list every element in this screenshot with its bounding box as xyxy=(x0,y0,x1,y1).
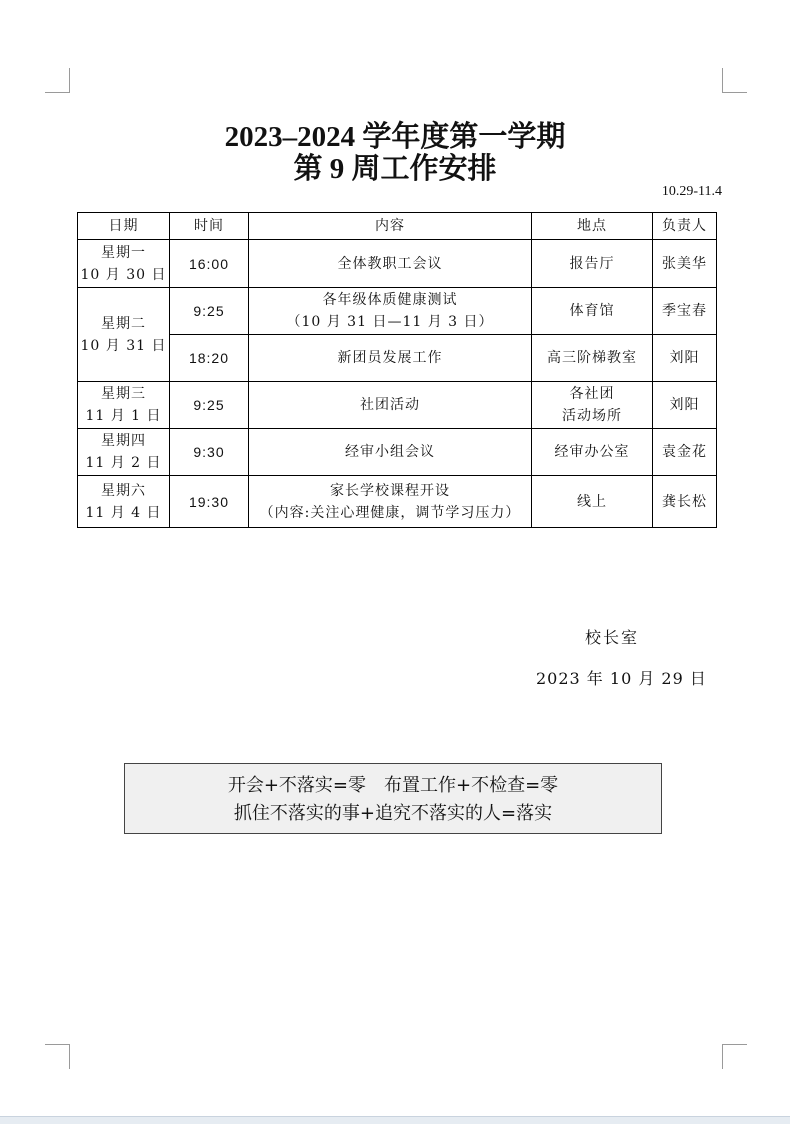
schedule-table xyxy=(77,212,717,528)
signature-office: 校长室 xyxy=(585,628,640,647)
time-cell: 19:30 xyxy=(170,476,249,528)
date: 11 月 2 日 xyxy=(85,455,162,471)
place-text: 各社团 xyxy=(569,386,615,402)
date-cell xyxy=(78,288,170,382)
place-cell: 经审办公室 xyxy=(532,429,653,476)
column-header-time: 时间 xyxy=(170,213,249,240)
weekday: 星期六 xyxy=(101,482,146,499)
document-title: 2023–2024 学年度第一学期 xyxy=(224,121,566,153)
date-cell xyxy=(78,382,170,429)
place-cell xyxy=(532,382,653,429)
time-cell: 9:25 xyxy=(170,288,249,335)
content-cell: 经审小组会议 xyxy=(249,429,532,476)
time-cell: 16:00 xyxy=(170,240,249,288)
weekday: 星期三 xyxy=(101,386,146,402)
crop-mark-bottom-right xyxy=(722,1044,747,1069)
content-note: （内容:关注心理健康，调节学习压力） xyxy=(259,504,521,521)
place-cell: 高三阶梯教室 xyxy=(532,335,653,382)
content-cell xyxy=(249,288,532,335)
motto-line-1: 开会+不落实=零 布置工作+不检查=零 xyxy=(227,775,559,796)
date-cell xyxy=(78,429,170,476)
date: 10 月 31 日 xyxy=(80,337,167,354)
table-row xyxy=(78,429,717,476)
person-cell: 刘阳 xyxy=(653,335,717,382)
content-cell: 全体教职工会议 xyxy=(249,240,532,288)
person-cell: 季宝春 xyxy=(653,288,717,335)
weekday: 星期一 xyxy=(101,244,146,261)
content-cell: 社团活动 xyxy=(249,382,532,429)
date: 10 月 30 日 xyxy=(80,266,167,283)
column-header-person: 负责人 xyxy=(653,213,717,240)
table-row xyxy=(78,335,717,382)
time-cell: 9:25 xyxy=(170,382,249,429)
time-cell: 18:20 xyxy=(170,335,249,382)
person-cell: 刘阳 xyxy=(653,382,717,429)
date: 11 月 4 日 xyxy=(85,504,162,521)
content-cell xyxy=(249,476,532,528)
table-row xyxy=(78,288,717,335)
person-cell: 袁金花 xyxy=(653,429,717,476)
crop-mark-top-left xyxy=(45,68,70,93)
content-text: 家长学校课程开设 xyxy=(330,482,450,499)
column-header-content: 内容 xyxy=(249,213,532,240)
column-header-place: 地点 xyxy=(532,213,653,240)
date: 11 月 1 日 xyxy=(85,408,162,424)
date-range: 10.29-11.4 xyxy=(661,184,722,199)
content-text: 各年级体质健康测试 xyxy=(322,292,458,308)
date-cell xyxy=(78,240,170,288)
motto-box xyxy=(124,763,662,834)
crop-mark-top-right xyxy=(722,68,747,93)
time-cell: 9:30 xyxy=(170,429,249,476)
table-row xyxy=(78,382,717,429)
place-cell: 体育馆 xyxy=(532,288,653,335)
content-note: （10 月 31 日—11 月 3 日） xyxy=(286,314,494,330)
place-text-line2: 活动场所 xyxy=(562,408,622,424)
crop-mark-bottom-left xyxy=(45,1044,70,1069)
document-subtitle: 第 9 周工作安排 xyxy=(293,153,497,185)
motto-line-2: 抓住不落实的事+追究不落实的人=落实 xyxy=(233,803,553,824)
weekday: 星期四 xyxy=(101,433,146,449)
table-row xyxy=(78,476,717,528)
column-header-date: 日期 xyxy=(78,213,170,240)
signature-date: 2023 年 10 月 29 日 xyxy=(536,669,707,688)
weekday: 星期二 xyxy=(101,315,146,332)
content-cell: 新团员发展工作 xyxy=(249,335,532,382)
place-cell: 线上 xyxy=(532,476,653,528)
date-cell xyxy=(78,476,170,528)
person-cell: 张美华 xyxy=(653,240,717,288)
table-header-row xyxy=(78,213,717,240)
person-cell: 龚长松 xyxy=(653,476,717,528)
place-cell: 报告厅 xyxy=(532,240,653,288)
table-row xyxy=(78,240,717,288)
